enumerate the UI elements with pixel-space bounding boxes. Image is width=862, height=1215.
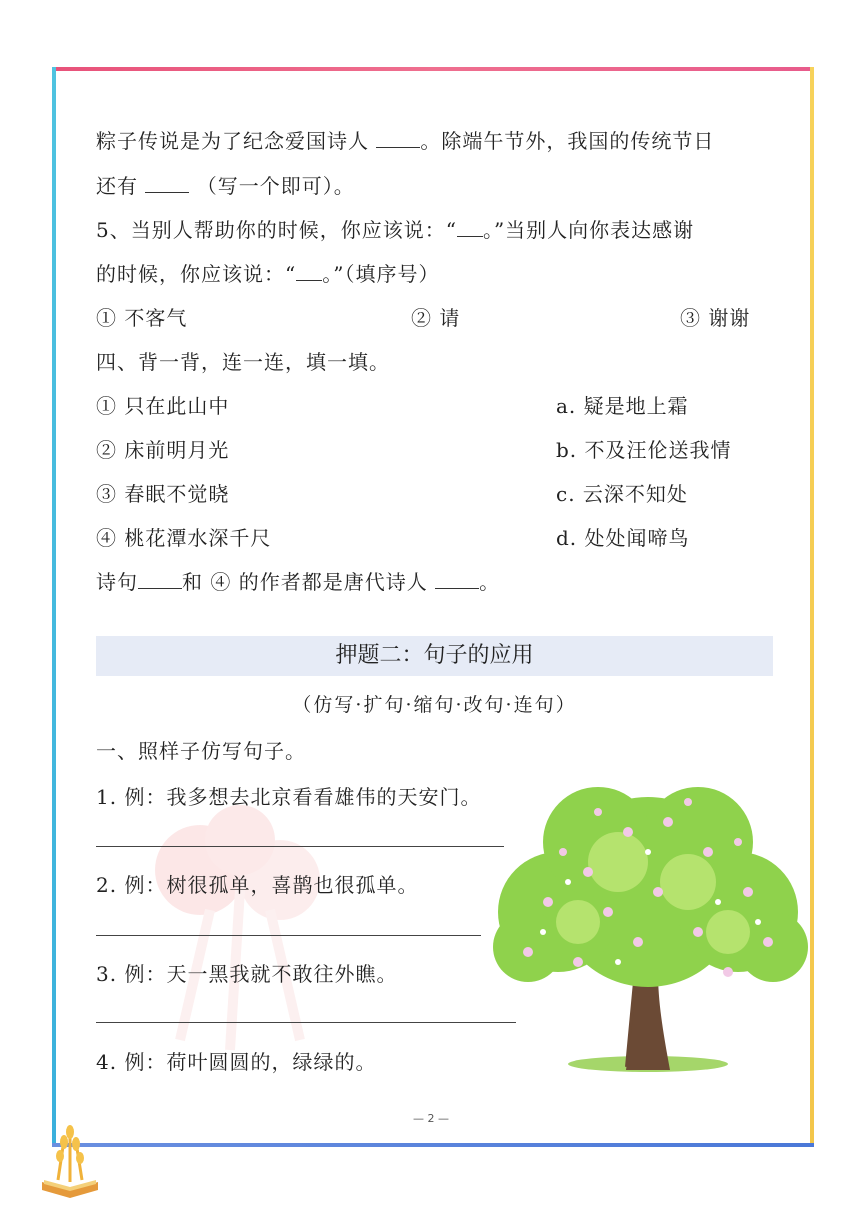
question-4-heading: 四、背一背，连一连，填一填。 bbox=[96, 350, 390, 374]
frame-bottom-border bbox=[52, 1143, 814, 1147]
page-number: — 2 — bbox=[413, 1112, 449, 1125]
example-2: 2. 例：树很孤单，喜鹊也很孤单。 bbox=[96, 873, 419, 897]
text-segment: 。”（填序号） bbox=[322, 262, 440, 286]
example-4: 4. 例：荷叶圆圆的，绿绿的。 bbox=[96, 1050, 377, 1074]
text-segment: 诗句 bbox=[96, 570, 138, 594]
text-line-2 bbox=[96, 170, 355, 199]
option-1: ① 不客气 bbox=[96, 306, 188, 330]
text-segment: 还有 bbox=[96, 174, 138, 198]
question-5 bbox=[96, 214, 694, 243]
book-wheat-icon bbox=[38, 1120, 102, 1198]
answer-blank[interactable] bbox=[145, 174, 189, 193]
text-segment: 和 ④ 的作者都是唐代诗人 bbox=[182, 570, 428, 594]
text-segment: 5、当别人帮助你的时候，你应该说：“ bbox=[96, 218, 457, 242]
poem-line-4: ④ 桃花潭水深千尺 bbox=[96, 526, 272, 550]
text-segment: 。”当别人向你表达感谢 bbox=[482, 218, 695, 242]
option-3: ③ 谢谢 bbox=[680, 306, 751, 330]
answer-blank[interactable] bbox=[457, 218, 483, 237]
section-title: 押题二：句子的应用 bbox=[335, 643, 534, 668]
frame-right-border bbox=[810, 67, 814, 1147]
text-line-1 bbox=[96, 125, 714, 154]
example-3: 3. 例：天一黑我就不敢往外瞧。 bbox=[96, 962, 398, 986]
option-2: ② 请 bbox=[411, 306, 461, 330]
poem-match-c: c. 云深不知处 bbox=[556, 482, 688, 506]
poem-line-1: ① 只在此山中 bbox=[96, 394, 230, 418]
writing-line-2[interactable] bbox=[96, 935, 481, 936]
text-segment: 。除端午节外，我国的传统节日 bbox=[420, 129, 715, 153]
text-segment: （写一个即可）。 bbox=[196, 174, 355, 198]
fill-in-line bbox=[96, 566, 500, 595]
text-segment: 的时候，你应该说：“ bbox=[96, 262, 297, 286]
answer-blank[interactable] bbox=[138, 570, 182, 589]
example-1: 1. 例：我多想去北京看看雄伟的天安门。 bbox=[96, 785, 482, 809]
writing-line-3[interactable] bbox=[96, 1022, 516, 1023]
poem-match-a: a. 疑是地上霜 bbox=[556, 394, 689, 418]
poem-match-d: d. 处处闻啼鸟 bbox=[556, 526, 690, 550]
answer-blank[interactable] bbox=[376, 129, 420, 148]
watermark-flower bbox=[110, 800, 370, 1060]
tree-illustration bbox=[488, 782, 810, 1082]
poem-match-b: b. 不及汪伦送我情 bbox=[556, 438, 732, 462]
text-segment: 粽子传说是为了纪念爱国诗人 bbox=[96, 129, 369, 153]
text-line-4 bbox=[96, 258, 439, 287]
frame-left-border bbox=[52, 67, 56, 1147]
question-1-heading: 一、照样子仿写句子。 bbox=[96, 739, 306, 763]
poem-line-2: ② 床前明月光 bbox=[96, 438, 230, 462]
frame-top-border bbox=[52, 67, 814, 71]
poem-line-3: ③ 春眠不觉晓 bbox=[96, 482, 230, 506]
section-subtitle: （仿写·扩句·缩句·改句·连句） bbox=[292, 694, 577, 716]
answer-blank[interactable] bbox=[296, 262, 322, 281]
text-segment: 。 bbox=[479, 570, 501, 594]
answer-blank[interactable] bbox=[435, 570, 479, 589]
writing-line-1[interactable] bbox=[96, 846, 504, 847]
